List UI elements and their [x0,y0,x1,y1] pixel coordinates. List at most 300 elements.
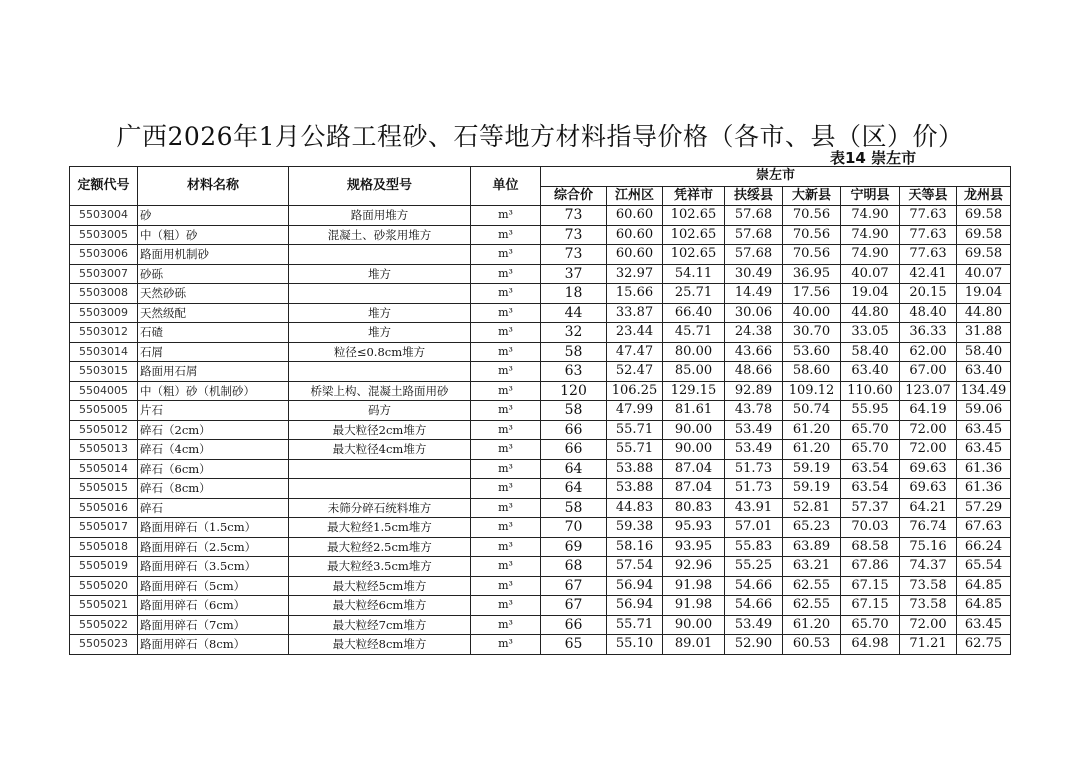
cell-code: 5503005 [70,225,138,245]
cell-unit: m³ [471,401,541,421]
cell-spec [289,459,471,479]
cell-price-fusui: 30.49 [725,264,783,284]
table-row [70,225,1011,245]
cell-price-composite: 73 [541,225,607,245]
cell-price-ningming: 57.37 [841,498,900,518]
cell-code: 5503015 [70,362,138,382]
table-row [70,498,1011,518]
table-row [70,420,1011,440]
cell-price-ningming: 40.07 [841,264,900,284]
cell-price-jiangzhou: 55.71 [607,615,663,635]
cell-price-longzhou: 63.45 [957,440,1011,460]
cell-material-name: 路面用机制砂 [138,245,289,265]
cell-unit: m³ [471,323,541,343]
cell-price-longzhou: 64.85 [957,596,1011,616]
price-table [69,166,1011,655]
cell-unit: m³ [471,537,541,557]
cell-code: 5505021 [70,596,138,616]
cell-material-name: 路面用石屑 [138,362,289,382]
cell-price-fusui: 43.78 [725,401,783,421]
cell-price-tiandeng: 64.21 [900,498,957,518]
cell-price-pingxiang: 95.93 [663,518,725,538]
cell-code: 5504005 [70,381,138,401]
cell-price-pingxiang: 80.83 [663,498,725,518]
cell-price-longzhou: 63.45 [957,615,1011,635]
cell-material-name: 路面用碎石（8cm） [138,635,289,655]
cell-material-name: 碎石（8cm） [138,479,289,499]
header-col-longzhou: 龙州县 [957,186,1011,206]
cell-price-pingxiang: 66.40 [663,303,725,323]
cell-material-name: 路面用碎石（7cm） [138,615,289,635]
cell-spec: 桥梁上构、混凝土路面用砂 [289,381,471,401]
cell-spec: 最大粒径2cm堆方 [289,420,471,440]
cell-unit: m³ [471,479,541,499]
cell-price-composite: 66 [541,420,607,440]
cell-price-ningming: 58.40 [841,342,900,362]
cell-material-name: 天然级配 [138,303,289,323]
cell-price-longzhou: 61.36 [957,479,1011,499]
cell-price-fusui: 14.49 [725,284,783,304]
header-spec: 规格及型号 [289,167,471,206]
cell-price-jiangzhou: 55.71 [607,420,663,440]
document-title: 广西2026年1月公路工程砂、石等地方材料指导价格（各市、县（区）价） [116,122,964,151]
table-row [70,245,1011,265]
cell-material-name: 路面用碎石（2.5cm） [138,537,289,557]
cell-spec: 堆方 [289,303,471,323]
cell-unit: m³ [471,498,541,518]
cell-price-daxin: 61.20 [783,440,841,460]
cell-material-name: 碎石（2cm） [138,420,289,440]
cell-price-tiandeng: 72.00 [900,440,957,460]
cell-price-longzhou: 69.58 [957,206,1011,226]
cell-price-daxin: 36.95 [783,264,841,284]
cell-price-daxin: 62.55 [783,596,841,616]
header-code: 定额代号 [70,167,138,206]
cell-price-ningming: 67.15 [841,576,900,596]
cell-price-composite: 63 [541,362,607,382]
cell-price-fusui: 57.68 [725,245,783,265]
cell-price-jiangzhou: 57.54 [607,557,663,577]
cell-price-jiangzhou: 60.60 [607,206,663,226]
cell-price-pingxiang: 102.65 [663,225,725,245]
cell-price-composite: 58 [541,342,607,362]
cell-code: 5503014 [70,342,138,362]
cell-code: 5503008 [70,284,138,304]
cell-price-tiandeng: 77.63 [900,225,957,245]
cell-price-daxin: 63.21 [783,557,841,577]
cell-spec [289,479,471,499]
cell-price-fusui: 43.66 [725,342,783,362]
cell-price-tiandeng: 36.33 [900,323,957,343]
cell-price-longzhou: 69.58 [957,245,1011,265]
cell-price-tiandeng: 73.58 [900,576,957,596]
cell-unit: m³ [471,303,541,323]
cell-price-daxin: 52.81 [783,498,841,518]
table-row [70,576,1011,596]
cell-price-daxin: 60.53 [783,635,841,655]
cell-material-name: 路面用碎石（1.5cm） [138,518,289,538]
cell-price-jiangzhou: 55.10 [607,635,663,655]
cell-unit: m³ [471,576,541,596]
cell-unit: m³ [471,420,541,440]
cell-unit: m³ [471,615,541,635]
cell-price-fusui: 53.49 [725,615,783,635]
cell-price-ningming: 65.70 [841,615,900,635]
cell-price-jiangzhou: 23.44 [607,323,663,343]
cell-price-ningming: 74.90 [841,206,900,226]
table-body [70,206,1011,655]
cell-price-composite: 73 [541,245,607,265]
cell-price-pingxiang: 129.15 [663,381,725,401]
cell-code: 5505005 [70,401,138,421]
table-row [70,342,1011,362]
cell-price-composite: 64 [541,459,607,479]
cell-price-tiandeng: 123.07 [900,381,957,401]
table-row [70,381,1011,401]
cell-price-fusui: 55.83 [725,537,783,557]
cell-code: 5503007 [70,264,138,284]
cell-price-daxin: 59.19 [783,459,841,479]
header-col-fusui: 扶绥县 [725,186,783,206]
cell-spec [289,284,471,304]
cell-price-jiangzhou: 15.66 [607,284,663,304]
cell-price-tiandeng: 77.63 [900,206,957,226]
cell-price-longzhou: 59.06 [957,401,1011,421]
cell-price-tiandeng: 64.19 [900,401,957,421]
cell-price-pingxiang: 45.71 [663,323,725,343]
cell-price-tiandeng: 69.63 [900,479,957,499]
cell-code: 5505012 [70,420,138,440]
cell-price-longzhou: 62.75 [957,635,1011,655]
cell-price-jiangzhou: 59.38 [607,518,663,538]
cell-price-ningming: 65.70 [841,420,900,440]
cell-price-composite: 120 [541,381,607,401]
cell-price-composite: 73 [541,206,607,226]
cell-material-name: 碎石（4cm） [138,440,289,460]
cell-price-tiandeng: 72.00 [900,615,957,635]
cell-price-daxin: 40.00 [783,303,841,323]
cell-price-longzhou: 40.07 [957,264,1011,284]
cell-unit: m³ [471,440,541,460]
cell-price-fusui: 54.66 [725,576,783,596]
cell-price-fusui: 53.49 [725,440,783,460]
table-row [70,440,1011,460]
cell-price-longzhou: 63.45 [957,420,1011,440]
cell-price-tiandeng: 67.00 [900,362,957,382]
cell-code: 5505016 [70,498,138,518]
cell-price-ningming: 74.90 [841,225,900,245]
cell-price-jiangzhou: 56.94 [607,576,663,596]
cell-price-composite: 70 [541,518,607,538]
cell-spec: 最大粒经3.5cm堆方 [289,557,471,577]
table-row [70,596,1011,616]
cell-unit: m³ [471,518,541,538]
table-row [70,479,1011,499]
cell-price-ningming: 55.95 [841,401,900,421]
cell-price-daxin: 70.56 [783,225,841,245]
cell-price-jiangzhou: 33.87 [607,303,663,323]
table-row [70,537,1011,557]
cell-price-tiandeng: 71.21 [900,635,957,655]
cell-price-daxin: 62.55 [783,576,841,596]
cell-material-name: 碎石 [138,498,289,518]
cell-price-longzhou: 64.85 [957,576,1011,596]
table-header [70,167,1011,206]
table-row [70,323,1011,343]
cell-price-pingxiang: 89.01 [663,635,725,655]
cell-price-daxin: 50.74 [783,401,841,421]
cell-price-fusui: 51.73 [725,459,783,479]
cell-price-daxin: 58.60 [783,362,841,382]
cell-price-pingxiang: 25.71 [663,284,725,304]
cell-unit: m³ [471,557,541,577]
cell-price-tiandeng: 48.40 [900,303,957,323]
cell-spec: 最大粒经2.5cm堆方 [289,537,471,557]
cell-unit: m³ [471,342,541,362]
cell-spec [289,362,471,382]
cell-price-jiangzhou: 60.60 [607,245,663,265]
cell-price-longzhou: 65.54 [957,557,1011,577]
cell-price-jiangzhou: 32.97 [607,264,663,284]
cell-unit: m³ [471,284,541,304]
cell-price-fusui: 30.06 [725,303,783,323]
cell-material-name: 砂砾 [138,264,289,284]
cell-price-daxin: 17.56 [783,284,841,304]
cell-price-tiandeng: 72.00 [900,420,957,440]
cell-price-longzhou: 58.40 [957,342,1011,362]
cell-price-daxin: 70.56 [783,206,841,226]
cell-price-ningming: 74.90 [841,245,900,265]
cell-price-pingxiang: 102.65 [663,245,725,265]
cell-spec: 混凝土、砂浆用堆方 [289,225,471,245]
cell-price-fusui: 57.68 [725,206,783,226]
cell-price-composite: 67 [541,576,607,596]
cell-price-longzhou: 67.63 [957,518,1011,538]
cell-spec: 最大粒经8cm堆方 [289,635,471,655]
cell-price-pingxiang: 91.98 [663,596,725,616]
cell-code: 5505022 [70,615,138,635]
cell-price-composite: 44 [541,303,607,323]
cell-price-daxin: 65.23 [783,518,841,538]
cell-code: 5503012 [70,323,138,343]
cell-unit: m³ [471,362,541,382]
cell-price-jiangzhou: 44.83 [607,498,663,518]
cell-code: 5503009 [70,303,138,323]
cell-material-name: 片石 [138,401,289,421]
cell-price-tiandeng: 20.15 [900,284,957,304]
cell-price-fusui: 24.38 [725,323,783,343]
cell-price-tiandeng: 74.37 [900,557,957,577]
cell-price-jiangzhou: 56.94 [607,596,663,616]
cell-price-jiangzhou: 53.88 [607,479,663,499]
header-col-ningming: 宁明县 [841,186,900,206]
cell-price-pingxiang: 85.00 [663,362,725,382]
cell-unit: m³ [471,635,541,655]
cell-material-name: 碎石（6cm） [138,459,289,479]
cell-price-composite: 18 [541,284,607,304]
cell-price-jiangzhou: 58.16 [607,537,663,557]
cell-price-daxin: 53.60 [783,342,841,362]
cell-price-composite: 37 [541,264,607,284]
cell-unit: m³ [471,596,541,616]
header-col-daxin: 大新县 [783,186,841,206]
cell-code: 5505020 [70,576,138,596]
cell-unit: m³ [471,206,541,226]
cell-price-composite: 65 [541,635,607,655]
cell-unit: m³ [471,459,541,479]
table-row [70,284,1011,304]
cell-spec: 最大粒经7cm堆方 [289,615,471,635]
cell-price-daxin: 59.19 [783,479,841,499]
cell-price-composite: 58 [541,498,607,518]
cell-material-name: 路面用碎石（3.5cm） [138,557,289,577]
cell-price-composite: 66 [541,615,607,635]
cell-price-fusui: 54.66 [725,596,783,616]
header-col-composite: 综合价 [541,186,607,206]
header-name: 材料名称 [138,167,289,206]
cell-price-daxin: 70.56 [783,245,841,265]
cell-price-jiangzhou: 47.47 [607,342,663,362]
cell-price-longzhou: 63.40 [957,362,1011,382]
cell-code: 5505023 [70,635,138,655]
cell-price-longzhou: 66.24 [957,537,1011,557]
cell-spec: 粒径≤0.8cm堆方 [289,342,471,362]
cell-price-fusui: 52.90 [725,635,783,655]
cell-price-jiangzhou: 55.71 [607,440,663,460]
cell-price-daxin: 61.20 [783,420,841,440]
cell-price-composite: 68 [541,557,607,577]
cell-price-pingxiang: 87.04 [663,459,725,479]
cell-material-name: 石屑 [138,342,289,362]
cell-price-daxin: 61.20 [783,615,841,635]
cell-code: 5505018 [70,537,138,557]
cell-spec: 堆方 [289,323,471,343]
cell-code: 5503004 [70,206,138,226]
cell-price-ningming: 33.05 [841,323,900,343]
cell-price-ningming: 67.86 [841,557,900,577]
cell-price-tiandeng: 76.74 [900,518,957,538]
cell-unit: m³ [471,381,541,401]
table-row [70,557,1011,577]
cell-price-composite: 67 [541,596,607,616]
cell-unit: m³ [471,264,541,284]
cell-price-tiandeng: 69.63 [900,459,957,479]
cell-material-name: 砂 [138,206,289,226]
cell-code: 5505017 [70,518,138,538]
cell-price-tiandeng: 62.00 [900,342,957,362]
cell-price-pingxiang: 90.00 [663,440,725,460]
header-unit: 单位 [471,167,541,206]
cell-price-fusui: 55.25 [725,557,783,577]
cell-material-name: 石碴 [138,323,289,343]
table-number: 表14 崇左市 [830,149,917,167]
cell-price-pingxiang: 81.61 [663,401,725,421]
cell-price-ningming: 65.70 [841,440,900,460]
table-row [70,459,1011,479]
cell-price-jiangzhou: 47.99 [607,401,663,421]
cell-price-jiangzhou: 60.60 [607,225,663,245]
cell-price-composite: 64 [541,479,607,499]
cell-price-jiangzhou: 52.47 [607,362,663,382]
cell-price-fusui: 57.68 [725,225,783,245]
cell-spec: 路面用堆方 [289,206,471,226]
cell-price-pingxiang: 91.98 [663,576,725,596]
cell-spec: 堆方 [289,264,471,284]
cell-price-fusui: 92.89 [725,381,783,401]
cell-spec: 最大粒经6cm堆方 [289,596,471,616]
cell-price-ningming: 67.15 [841,596,900,616]
cell-unit: m³ [471,245,541,265]
cell-price-fusui: 48.66 [725,362,783,382]
cell-price-pingxiang: 93.95 [663,537,725,557]
header-col-jiangzhou: 江州区 [607,186,663,206]
table-row [70,362,1011,382]
cell-price-longzhou: 134.49 [957,381,1011,401]
cell-price-ningming: 63.40 [841,362,900,382]
cell-material-name: 路面用碎石（6cm） [138,596,289,616]
cell-price-pingxiang: 92.96 [663,557,725,577]
cell-price-daxin: 30.70 [783,323,841,343]
cell-price-fusui: 43.91 [725,498,783,518]
table-row [70,303,1011,323]
cell-price-composite: 58 [541,401,607,421]
cell-price-pingxiang: 90.00 [663,615,725,635]
cell-price-tiandeng: 75.16 [900,537,957,557]
cell-price-longzhou: 69.58 [957,225,1011,245]
cell-price-composite: 66 [541,440,607,460]
header-col-pingxiang: 凭祥市 [663,186,725,206]
cell-price-pingxiang: 87.04 [663,479,725,499]
cell-price-ningming: 70.03 [841,518,900,538]
cell-price-pingxiang: 102.65 [663,206,725,226]
cell-price-tiandeng: 42.41 [900,264,957,284]
cell-price-composite: 32 [541,323,607,343]
table-row [70,518,1011,538]
table-row [70,206,1011,226]
cell-spec: 未筛分碎石统料堆方 [289,498,471,518]
cell-price-ningming: 110.60 [841,381,900,401]
cell-price-pingxiang: 80.00 [663,342,725,362]
table-row [70,615,1011,635]
cell-price-tiandeng: 73.58 [900,596,957,616]
cell-price-jiangzhou: 53.88 [607,459,663,479]
cell-price-daxin: 63.89 [783,537,841,557]
cell-price-longzhou: 44.80 [957,303,1011,323]
cell-spec [289,245,471,265]
cell-price-jiangzhou: 106.25 [607,381,663,401]
cell-material-name: 天然砂砾 [138,284,289,304]
cell-code: 5505019 [70,557,138,577]
cell-price-composite: 69 [541,537,607,557]
cell-spec: 最大粒径4cm堆方 [289,440,471,460]
cell-price-daxin: 109.12 [783,381,841,401]
cell-unit: m³ [471,225,541,245]
cell-price-longzhou: 57.29 [957,498,1011,518]
cell-code: 5505013 [70,440,138,460]
cell-code: 5505015 [70,479,138,499]
cell-material-name: 中（粗）砂（机制砂） [138,381,289,401]
cell-price-ningming: 19.04 [841,284,900,304]
cell-price-ningming: 64.98 [841,635,900,655]
cell-price-longzhou: 61.36 [957,459,1011,479]
cell-price-fusui: 53.49 [725,420,783,440]
cell-price-ningming: 44.80 [841,303,900,323]
cell-price-pingxiang: 90.00 [663,420,725,440]
cell-spec: 最大粒经1.5cm堆方 [289,518,471,538]
cell-price-ningming: 68.58 [841,537,900,557]
cell-price-longzhou: 19.04 [957,284,1011,304]
cell-price-pingxiang: 54.11 [663,264,725,284]
